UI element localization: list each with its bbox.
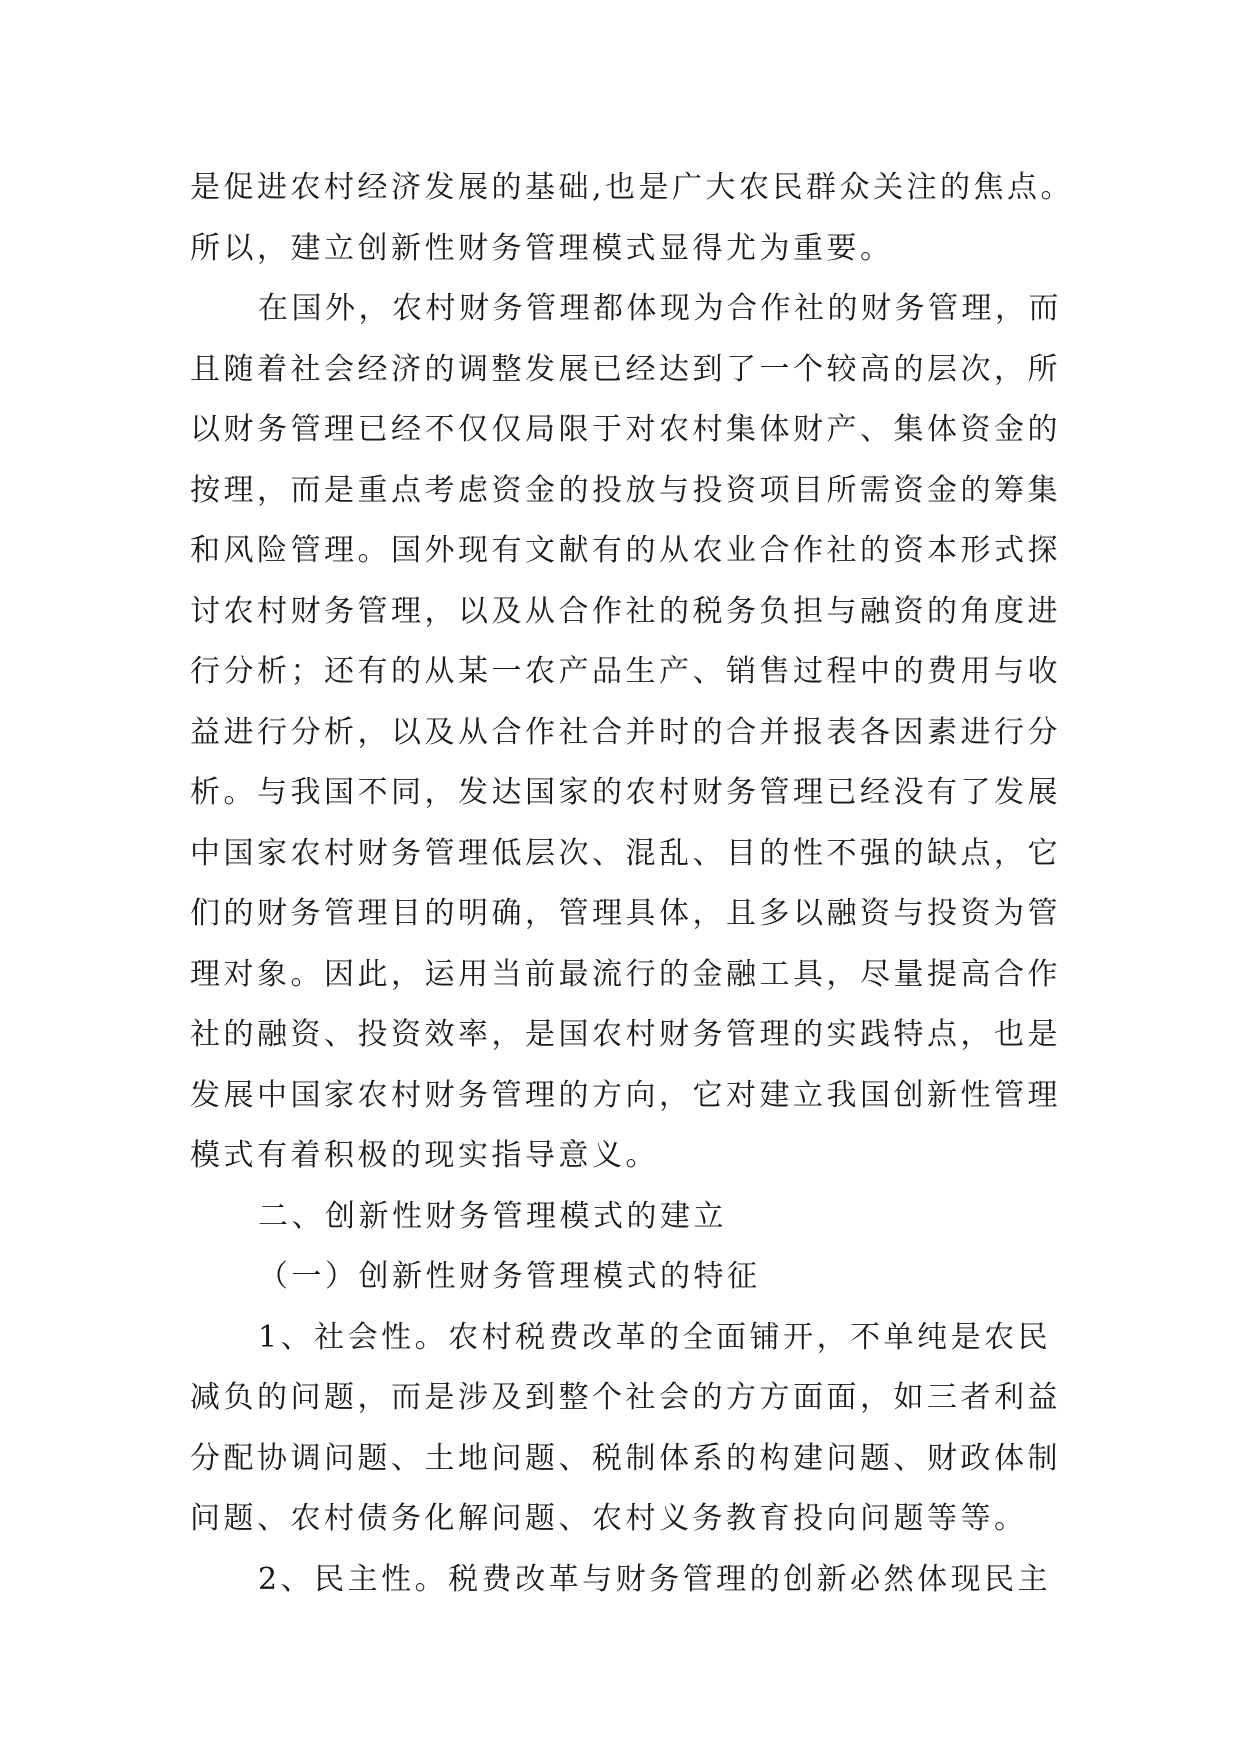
- text-line: 在国外，农村财务管理都体现为合作社的财务管理，而: [258, 291, 1062, 326]
- subsection-heading: （一）创新性财务管理模式的特征: [258, 1259, 761, 1294]
- document-body: [190, 158, 1090, 1610]
- text-line: 模式有着积极的现实指导意义。: [190, 1138, 659, 1173]
- text-line: 理对象。因此，运用当前最流行的金融工具，尽量提高合作: [190, 956, 1061, 992]
- text-line: 讨农村财务管理，以及从合作社的税务负担与融资的角度进: [190, 593, 1061, 629]
- text-line: 且随着社会经济的调整发展已经达到了一个较高的层次，所: [190, 351, 1061, 387]
- text-line: 减负的问题，而是涉及到整个社会的方方面面，如三者利益: [190, 1380, 1061, 1415]
- text-line: 发展中国家农村财务管理的方向，它对建立我国创新性管理: [190, 1077, 1061, 1113]
- text-line: 以财务管理已经不仅仅局限于对农村集体财产、集体资金的: [190, 412, 1061, 447]
- text-line: 析。与我国不同，发达国家的农村财务管理已经没有了发展: [190, 775, 1061, 810]
- text-line: 中国家农村财务管理低层次、混乱、目的性不强的缺点，它: [190, 835, 1061, 871]
- text-line: 问题、农村债务化解问题、农村义务教育投向问题等等。: [190, 1501, 1028, 1536]
- text-line: 和风险管理。国外现有文献有的从农业合作社的资本形式探: [190, 533, 1061, 568]
- text-line: 按理，而是重点考虑资金的投放与投资项目所需资金的筹集: [190, 472, 1061, 508]
- text-line: 所以，建立创新性财务管理模式显得尤为重要。: [190, 230, 894, 266]
- text-line: 益进行分析，以及从合作社合并时的合并报表各因素进行分: [190, 714, 1061, 750]
- text-line: 1、社会性。农村税费改革的全面铺开，不单纯是农民: [258, 1319, 1052, 1355]
- text-line: 社的融资、投资效率，是国农村财务管理的实践特点，也是: [190, 1017, 1061, 1052]
- text-line: 分配协调问题、土地问题、税制体系的构建问题、财政体制: [190, 1440, 1061, 1476]
- text-line: 是促进农村经济发展的基础,也是广大农民群众关注的焦点。: [190, 170, 1075, 205]
- text-line: 们的财务管理目的明确，管理具体，且多以融资与投资为管: [190, 896, 1061, 931]
- text-line: 行分析；还有的从某一农产品生产、销售过程中的费用与收: [190, 654, 1061, 689]
- section-heading: 二、创新性财务管理模式的建立: [258, 1198, 727, 1234]
- text-line: 2、民主性。税费改革与财务管理的创新必然体现民主: [258, 1561, 1052, 1597]
